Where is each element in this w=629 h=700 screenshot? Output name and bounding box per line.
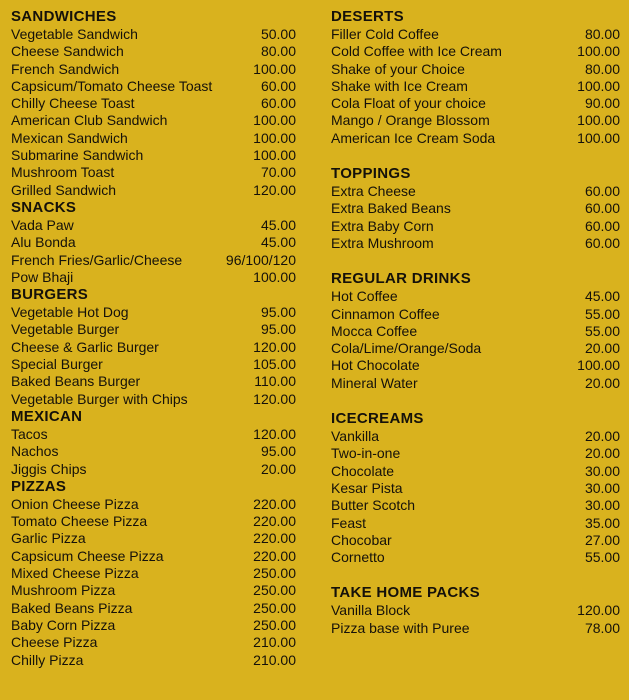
menu-item-price: 250.00: [253, 616, 296, 633]
menu-item-name: Extra Baked Beans: [331, 200, 451, 217]
menu-item: [11, 321, 296, 338]
menu-item-name: Extra Baby Corn: [331, 217, 434, 234]
section-spacer: [331, 566, 620, 584]
menu-item: [331, 323, 620, 340]
menu-item: [331, 95, 620, 112]
menu-item-price: 45.00: [584, 288, 620, 305]
menu-item: [11, 443, 296, 460]
menu-item-name: Special Burger: [11, 356, 103, 373]
menu-item-price: 105.00: [253, 356, 296, 373]
section-regular-drinks: [331, 270, 620, 392]
menu-item-price: 250.00: [253, 582, 296, 599]
menu-item: [11, 234, 296, 251]
menu-item: [331, 218, 620, 235]
menu-item: [11, 356, 296, 373]
menu-item: [11, 304, 296, 321]
menu-item: [331, 288, 620, 305]
section-heading: BURGERS: [11, 286, 89, 304]
menu-item-name: French Fries/Garlic/Cheese: [11, 251, 183, 268]
menu-item-name: American Ice Cream Soda: [331, 129, 496, 146]
menu-item-name: French Sandwich: [11, 60, 120, 77]
menu-item-price: 100.00: [577, 43, 620, 60]
menu-item-price: 100.00: [253, 60, 296, 77]
menu-item: [331, 43, 620, 60]
menu-item-name: Baked Beans Pizza: [11, 599, 133, 616]
menu-item-name: Vegetable Sandwich: [11, 26, 138, 42]
section-heading: MEXICAN: [11, 407, 83, 425]
menu-item-price: 90.00: [584, 95, 620, 112]
menu-item-price: 60.00: [584, 183, 620, 200]
menu-item-price: 220.00: [253, 513, 296, 530]
section-snacks: [11, 199, 296, 286]
menu-item-price: 220.00: [253, 495, 296, 512]
menu-item: [11, 373, 296, 390]
menu-item: [331, 183, 620, 200]
menu-item-price: 70.00: [260, 164, 296, 181]
menu-item: [331, 200, 620, 217]
menu-item: [11, 426, 296, 443]
menu-item: [11, 391, 296, 408]
menu-item-name: Mushroom Pizza: [11, 582, 116, 599]
menu-item-price: 100.00: [577, 129, 620, 146]
section-icecreams: [331, 410, 620, 566]
menu-item-price: 120.00: [253, 390, 296, 407]
menu-item-name: Alu Bonda: [11, 234, 76, 251]
menu-item: [331, 549, 620, 566]
menu-item-name: Baby Corn Pizza: [11, 616, 116, 633]
menu-item-name: Cheese & Garlic Burger: [11, 338, 159, 355]
menu-item: [11, 26, 296, 43]
menu-item-name: Nachos: [11, 443, 59, 460]
menu-item-name: Cheese Sandwich: [11, 43, 124, 60]
menu-item-name: Feast: [331, 514, 367, 531]
menu-item: [331, 375, 620, 392]
menu-item: [331, 306, 620, 323]
section-heading: ICECREAMS: [331, 410, 424, 428]
menu-item-name: Butter Scotch: [331, 497, 416, 514]
menu-item: [11, 617, 296, 634]
menu-item-price: 60.00: [260, 95, 296, 112]
menu-item-name: Mushroom Toast: [11, 164, 115, 181]
menu-item-name: Chilly Cheese Toast: [11, 95, 135, 112]
menu-item-price: 120.00: [253, 181, 296, 198]
menu-right-column: [331, 8, 620, 637]
menu-item-name: Baked Beans Burger: [11, 373, 141, 390]
menu-item: [331, 357, 620, 374]
section-spacer: [331, 392, 620, 410]
menu-item: [331, 532, 620, 549]
menu-item-name: Two-in-one: [331, 445, 401, 462]
menu-item: [331, 480, 620, 497]
menu-item-price: 100.00: [577, 77, 620, 94]
menu-item: [11, 182, 296, 199]
menu-item-name: Shake of your Choice: [331, 60, 465, 77]
menu-item-name: Hot Coffee: [331, 288, 398, 305]
menu-item-price: 95.00: [260, 321, 296, 338]
menu-item-name: Grilled Sandwich: [11, 181, 117, 198]
menu-item: [11, 147, 296, 164]
menu-item: [331, 235, 620, 252]
menu-item-name: Submarine Sandwich: [11, 147, 144, 164]
menu-item: [331, 61, 620, 78]
menu-item: [11, 548, 296, 565]
menu-item-name: Vada Paw: [11, 216, 74, 233]
menu-item-name: Cornetto: [331, 549, 385, 566]
menu-item-price: 30.00: [584, 462, 620, 479]
menu-item: [11, 461, 296, 478]
menu-item-price: 120.00: [253, 425, 296, 442]
menu-item-name: Pow Bhaji: [11, 268, 74, 285]
menu-item: [11, 217, 296, 234]
menu-item: [331, 428, 620, 445]
menu-item-name: Extra Mushroom: [331, 234, 434, 251]
menu-item-price: 45.00: [260, 216, 296, 233]
menu-item: [11, 130, 296, 147]
section-sandwiches: [11, 8, 296, 199]
menu-item-name: American Club Sandwich: [11, 112, 168, 129]
menu-item: [11, 112, 296, 129]
menu-item-name: Garlic Pizza: [11, 530, 86, 547]
menu-item-price: 60.00: [584, 200, 620, 217]
menu-item-price: 30.00: [584, 479, 620, 496]
menu-item-name: Extra Cheese: [331, 183, 416, 200]
menu-item-price: 60.00: [584, 234, 620, 251]
menu-item-price: 60.00: [260, 77, 296, 94]
section-heading: TAKE HOME PACKS: [331, 584, 480, 602]
menu-item-name: Mango / Orange Blossom: [331, 112, 490, 129]
menu-item: [11, 43, 296, 60]
section-heading: TOPPINGS: [331, 165, 411, 183]
menu-item-name: Filler Cold Coffee: [331, 26, 439, 42]
menu-item-price: 96/100/120: [225, 251, 296, 268]
menu-item: [11, 634, 296, 651]
section-take-home-packs: [331, 584, 620, 637]
menu-item: [11, 496, 296, 513]
menu-item-price: 20.00: [584, 428, 620, 445]
section-pizzas: [11, 478, 296, 669]
menu-item: [11, 252, 296, 269]
menu-item: [331, 340, 620, 357]
menu-item-name: Cola Float of your choice: [331, 95, 486, 112]
section-deserts: [331, 8, 620, 147]
menu-item-price: 100.00: [253, 129, 296, 146]
menu-item-price: 80.00: [260, 43, 296, 60]
menu-item: [11, 565, 296, 582]
menu-item-price: 120.00: [577, 602, 620, 619]
menu-item-name: Mexican Sandwich: [11, 129, 128, 146]
menu-item: [331, 515, 620, 532]
section-heading: SNACKS: [11, 198, 77, 216]
menu-item: [11, 95, 296, 112]
menu-item-price: 20.00: [260, 460, 296, 477]
menu-item-name: Capsicum Cheese Pizza: [11, 547, 164, 564]
section-burgers: [11, 286, 296, 408]
menu-item-price: 80.00: [584, 26, 620, 42]
section-toppings: [331, 165, 620, 252]
menu-item-price: 45.00: [260, 234, 296, 251]
menu-item: [331, 112, 620, 129]
menu-item-price: 100.00: [253, 147, 296, 164]
menu-item: [331, 130, 620, 147]
menu-item: [11, 530, 296, 547]
menu-item-price: 27.00: [584, 531, 620, 548]
section-mexican: [11, 408, 296, 478]
menu-item-price: 20.00: [584, 374, 620, 391]
menu-item-name: Vegetable Burger with Chips: [11, 390, 188, 407]
menu-item-price: 55.00: [584, 549, 620, 566]
menu-item: [11, 269, 296, 286]
menu-item-price: 78.00: [584, 619, 620, 636]
menu-item-price: 210.00: [253, 634, 296, 651]
menu-item-name: Chilly Pizza: [11, 651, 84, 668]
menu-item-price: 220.00: [253, 547, 296, 564]
menu-item-name: Jiggis Chips: [11, 460, 87, 477]
menu-item: [11, 164, 296, 181]
section-heading: SANDWICHES: [11, 8, 117, 25]
menu-item: [331, 26, 620, 43]
menu-item-price: 120.00: [253, 338, 296, 355]
menu-item: [11, 582, 296, 599]
menu-item-name: Tomato Cheese Pizza: [11, 513, 148, 530]
section-heading: DESERTS: [331, 8, 404, 25]
menu-item: [331, 602, 620, 619]
menu-item-name: Pizza base with Puree: [331, 619, 470, 636]
menu-item-price: 50.00: [260, 26, 296, 42]
menu-item: [331, 78, 620, 95]
menu-item: [331, 463, 620, 480]
section-heading: PIZZAS: [11, 477, 67, 495]
menu-item-price: 60.00: [584, 217, 620, 234]
menu-item-name: Mineral Water: [331, 374, 418, 391]
menu-item-price: 210.00: [253, 651, 296, 668]
menu-item-name: Mixed Cheese Pizza: [11, 565, 139, 582]
menu-item-name: Cold Coffee with Ice Cream: [331, 43, 502, 60]
menu-item-price: 20.00: [584, 445, 620, 462]
menu-item-name: Vegetable Hot Dog: [11, 304, 129, 321]
menu-item-price: 100.00: [253, 112, 296, 129]
menu-item-name: Chocobar: [331, 531, 392, 548]
menu-item-price: 250.00: [253, 565, 296, 582]
menu-item-name: Hot Chocolate: [331, 357, 420, 374]
menu-item-price: 100.00: [577, 112, 620, 129]
section-heading: REGULAR DRINKS: [331, 270, 472, 288]
section-spacer: [331, 252, 620, 270]
menu-item-price: 110.00: [254, 373, 296, 390]
menu-item-price: 35.00: [584, 514, 620, 531]
menu-item-price: 20.00: [584, 340, 620, 357]
menu-item-price: 95.00: [260, 443, 296, 460]
menu-item-name: Cheese Pizza: [11, 634, 98, 651]
menu-item-name: Shake with Ice Cream: [331, 77, 468, 94]
menu-item-name: Mocca Coffee: [331, 322, 418, 339]
menu-item: [11, 652, 296, 669]
menu-item-price: 100.00: [577, 357, 620, 374]
menu-item-price: 250.00: [253, 599, 296, 616]
menu-item-price: 220.00: [253, 530, 296, 547]
menu-item-price: 30.00: [584, 497, 620, 514]
menu-item-name: Vegetable Burger: [11, 321, 120, 338]
section-spacer: [331, 147, 620, 165]
menu-item-price: 55.00: [584, 305, 620, 322]
menu-item-name: Cola/Lime/Orange/Soda: [331, 340, 482, 357]
menu-item: [331, 445, 620, 462]
menu-item-name: Vankilla: [331, 428, 379, 445]
menu-item: [11, 600, 296, 617]
menu-item-price: 55.00: [584, 322, 620, 339]
menu-left-column: [11, 8, 296, 669]
menu-item-name: Kesar Pista: [331, 479, 403, 496]
menu-item: [11, 78, 296, 95]
menu-item: [11, 339, 296, 356]
menu-item-name: Chocolate: [331, 462, 395, 479]
menu-item-price: 80.00: [584, 60, 620, 77]
menu-item-name: Onion Cheese Pizza: [11, 495, 139, 512]
menu-item-name: Cinnamon Coffee: [331, 305, 440, 322]
menu-item: [331, 620, 620, 637]
menu-item-price: 95.00: [260, 304, 296, 321]
menu-item-name: Vanilla Block: [331, 602, 411, 619]
menu-item: [331, 497, 620, 514]
menu-item-name: Tacos: [11, 425, 48, 442]
menu-item: [11, 61, 296, 78]
menu-item-name: Capsicum/Tomato Cheese Toast: [11, 77, 213, 94]
menu-item-price: 100.00: [253, 268, 296, 285]
menu-item: [11, 513, 296, 530]
